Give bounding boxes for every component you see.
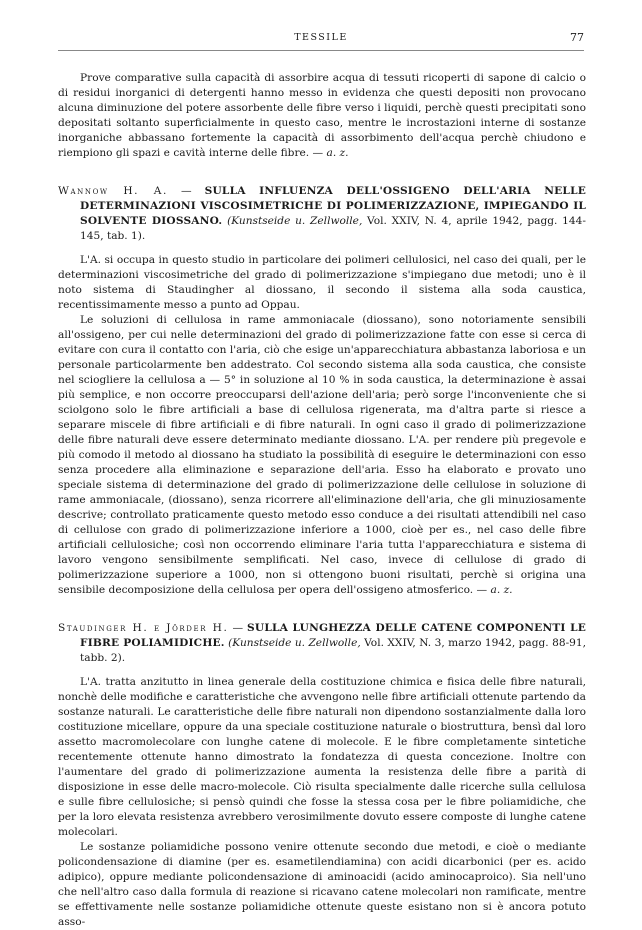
heading-dash: — <box>168 185 205 197</box>
running-header <box>58 32 584 48</box>
intro-paragraph <box>58 71 586 161</box>
article-paragraph <box>58 313 586 598</box>
citation-details: Vol. XXIV, N. 3, marzo 1942, pagg. 88-91, tabb. 2). <box>80 637 586 664</box>
article-paragraph: L'A. tratta anzitutto in linea generale della costituzione chimica e fisica delle fibre naturali, nonchè delle modifiche e caratteristiche che avvengono nelle fibre artificiali ottenute partendo da sostanze naturali. Le caratteristiche delle fibre naturali non dipendono sostanzialmente dalla loro costituzione micellare, oppure da una speciale costituzione naturale o biostruttura, bensì dal loro assetto macromolecolare con lunghe catene di molecole. E le fibre completamente sintetiche recentemente ottenute hanno dimostrato la fondatezza di questa concezione. Inoltre con l'aumentare del grado di polimerizzazione aumenta la resistenza delle fibre a parità di disposizione in esse delle macro-molecole. Ciò risulta specialmente dalle ricerche sulla cellulosa e sulle fibre cellulosiche; si pensò quindi che fosse la stessa cosa per le fibre poliamidiche, che per la loro elevata resistenza avrebbero verosimilmente dovuto essere composte di lunghe catene molecolari. <box>58 676 586 838</box>
article-author: Staudinger H. e Jörder H. <box>58 622 229 634</box>
heading-gap <box>58 666 586 675</box>
running-title: TESSILE <box>294 32 348 43</box>
paragraph-text: Le soluzioni di cellulosa in rame ammoniacale (diossano), sono notoriamente sensibili all'ossigeno, per cui nelle determinazioni del grado di polimerizzazione fatte con esse si cerca di evitare con cura il contatto con l'aria, ciò che esige un'apparecchiatura abbastanza laboriosa e un personale particolarmente ben addestrato. Col secondo sistema alla soda caustica, che consiste nel sciogliere la cellulosa a — 5° in soluzione al 10 % in soda caustica, la determinazione è assai più semplice, e non occorre preoccuparsi dell'azione dell'aria; però sorge l'inconveniente che si sciolgono solo le fibre artificiali a base di cellulosa rigenerata, ma d'altra parte si riesce a separare miscele di fibre artificiali e di fibre naturali. In ogni caso il grado di polimerizzazione delle fibre naturali deve essere determinato mediante diossano. L'A. per rendere più pregevole e più comodo il metodo al diossano ha studiato la possibilità di eseguire le determinazioni con esso senza procedere alla eliminazione e separazione dell'aria. Esso ha elaborato e provato uno speciale sistema di determinazione del grado di polimerizzazione delle cellulose in soluzione di rame ammoniacale, (diossano), senza ricorrere all'eliminazione dell'aria, che gli minuziosamente descrive; controllato praticamente questo metodo esso conduce a dei risultati attendibili nel caso di cellulose con grado di polimerizzazione inferiore a 1000, cioè per es., nel caso delle fibre artificiali cellulosiche; così non occorrendo eliminare l'aria tutta l'apparecchiatura e sistema di lavoro vengono sensibilmente semplificati. Nel caso, invece di cellulose di grado di polimerizzazione superiore a 1000, non si ottengono buoni risultati, perchè si origina una sensibile decomposizione della cellulosa per opera dell'ossigeno atmosferico. — <box>58 314 586 596</box>
article-title: SULLA LUNGHEZZA DELLE CATENE COMPONENTI LE FIBRE POLIAMIDICHE. <box>80 622 586 649</box>
journal-name: (Kunstseide u. Zellwolle, <box>228 637 361 649</box>
intro-text: Prove comparative sulla capacità di assorbire acqua di tessuti ricoperti di sapone di calcio o di residui inorganici di detergenti hanno messo in evidenza che questi depositi non provocano alcuna diminuzione del potere assorbente delle fibre verso i liquidi, perchè questi precipitati sono depositati soltanto superficialmente in questo caso, mentre le incrostazioni interne di sostanze inorganiche abbassano fortemente la capacità di assorbimento dell'acqua perchè chiudono e riempiono gli spazi e cavità interne delle fibre. — <box>58 72 586 159</box>
article-heading <box>58 621 586 666</box>
section-gap <box>58 161 586 184</box>
article-title: SULLA INFLUENZA DELL'OSSIGENO DELL'ARIA NELLE DETERMINAZIONI VISCOSIMETRICHE DI POLIMERIZZAZIONE, IMPIEGANDO IL SOLVENTE DIOSSANO. <box>80 185 586 227</box>
page-number: 77 <box>570 31 584 44</box>
heading-gap <box>58 244 586 253</box>
article-staudinger <box>58 621 586 930</box>
heading-dash: — <box>228 622 248 634</box>
article-wannow <box>58 184 586 598</box>
article-paragraph: L'A. si occupa in questo studio in particolare dei polimeri cellulosici, nel caso dei quali, per le determinazioni viscosimetriche del grado di polimerizzazione s'impiegano due metodi; uno è il noto sistema di Staudingher al diossano, il secondo il sistema alla soda caustica, recentissimamente messo a punto ad Oppau. <box>58 254 586 311</box>
citation-details: Vol. XXIV, N. 4, aprile 1942, pagg. 144-145, tab. 1). <box>80 215 586 242</box>
page-body <box>58 71 586 930</box>
article-signature: a. z. <box>490 584 513 596</box>
article-author: Wannow H. A. <box>58 185 168 197</box>
article-paragraph: Le sostanze poliamidiche possono venire ottenute secondo due metodi, e cioè o mediante policondensazione di diamine (per es. esametilendiamina) con acidi dicarbonici (per es. acido adipico), oppure mediante policondensazione di aminoacidi (acido aminocaproico). Sia nell'uno che nell'altro caso dalla formula di reazione si ricavano catene molecolari non ramificate, mentre se effettivamente nelle sostanze poliamidiche ottenute queste esistano non si è ancora potuto asso- <box>58 841 586 928</box>
intro-signature: a. z. <box>326 147 349 159</box>
journal-name: (Kunstseide u. Zellwolle, <box>227 215 363 227</box>
article-heading <box>58 184 586 244</box>
header-rule <box>58 50 584 51</box>
section-gap <box>58 598 586 621</box>
